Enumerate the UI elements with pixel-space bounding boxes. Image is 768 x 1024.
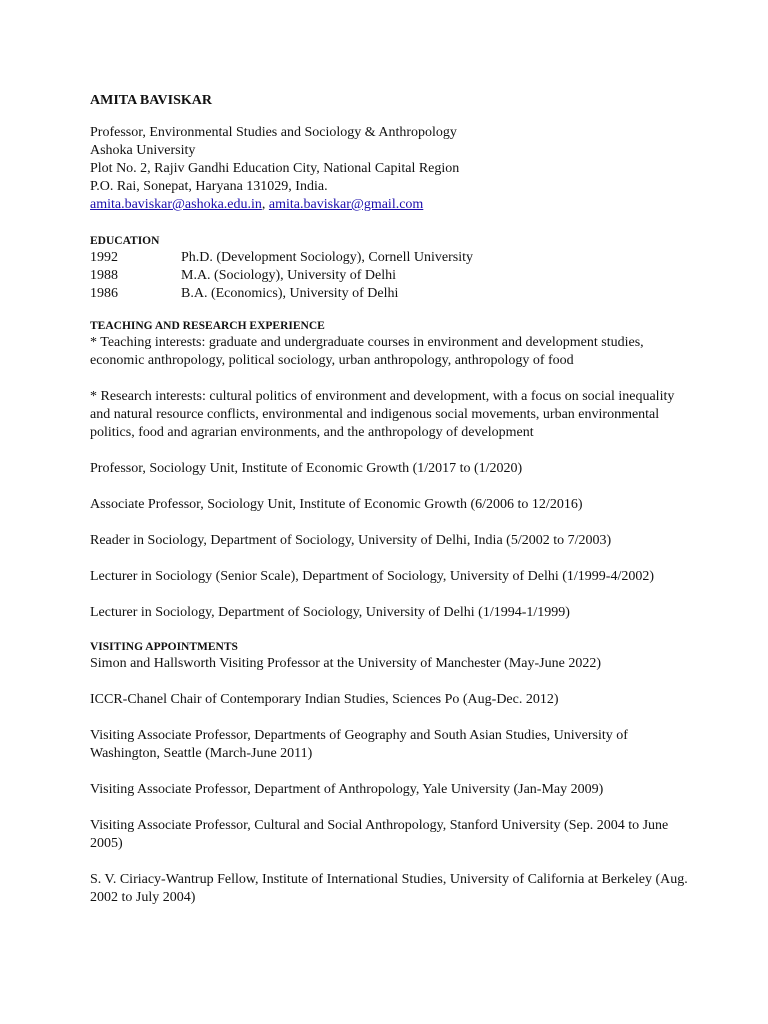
- visiting-item: Visiting Associate Professor, Cultural and Social Anthropology, Stanford University (Sep. 2004 to June 2005): [90, 818, 669, 851]
- title-line: Professor, Environmental Studies and Sociology & Anthropology: [90, 125, 457, 140]
- address-line-1: Plot No. 2, Rajiv Gandhi Education City, National Capital Region: [90, 161, 460, 176]
- position-item: Professor, Sociology Unit, Institute of Economic Growth (1/2017 to (1/2020): [90, 461, 523, 476]
- education-row: [90, 249, 690, 267]
- email-link-gmail[interactable]: amita.baviskar@gmail.com: [268, 197, 424, 212]
- education-degree: Ph.D. (Development Sociology), Cornell University: [181, 250, 474, 265]
- education-row: [90, 267, 690, 285]
- institution-line: Ashoka University: [90, 143, 196, 158]
- position-item: Reader in Sociology, Department of Sociology, University of Delhi, India (5/2002 to 7/2003): [90, 533, 612, 548]
- visiting-item: Visiting Associate Professor, Departments of Geography and South Asian Studies, University of Washington, Seattle (March-June 2011): [90, 728, 628, 761]
- address-line-2: P.O. Rai, Sonepat, Haryana 131029, India.: [90, 179, 328, 194]
- teaching-heading: TEACHING AND RESEARCH EXPERIENCE: [90, 320, 325, 332]
- education-year: 1988: [90, 268, 118, 283]
- education-degree: M.A. (Sociology), University of Delhi: [181, 268, 397, 283]
- education-heading: EDUCATION: [90, 235, 160, 247]
- cv-page: [90, 92, 690, 907]
- visiting-item: Visiting Associate Professor, Department of Anthropology, Yale University (Jan-May 2009): [90, 782, 604, 797]
- position-item: Associate Professor, Sociology Unit, Institute of Economic Growth (6/2006 to 12/2016): [90, 497, 583, 512]
- education-list: [90, 249, 690, 303]
- visiting-item: ICCR-Chanel Chair of Contemporary Indian Studies, Sciences Po (Aug-Dec. 2012): [90, 692, 559, 707]
- visiting-item: Simon and Hallsworth Visiting Professor at the University of Manchester (May-June 2022): [90, 656, 601, 671]
- teaching-interests: * Teaching interests: graduate and undergraduate courses in environment and development studies, economic anthropology, political sociology, urban anthropology, anthropology of food: [90, 335, 644, 368]
- education-year: 1992: [90, 250, 118, 265]
- cv-name: AMITA BAVISKAR: [90, 93, 213, 108]
- email-link-ashoka[interactable]: amita.baviskar@ashoka.edu.in: [90, 197, 262, 212]
- position-item: Lecturer in Sociology, Department of Sociology, University of Delhi (1/1994-1/1999): [90, 605, 570, 620]
- education-year: 1986: [90, 286, 118, 301]
- contact-block: [90, 124, 690, 214]
- research-interests: * Research interests: cultural politics of environment and development, with a focus on social inequality and natural resource conflicts, environmental and indigenous social movements, urban environmental politics, food and agrarian environments, and the anthropology of development: [90, 389, 675, 440]
- email-separator: ,: [261, 197, 269, 212]
- position-item: Lecturer in Sociology (Senior Scale), Department of Sociology, University of Delhi (1/1999-4/2002): [90, 569, 655, 584]
- visiting-heading: VISITING APPOINTMENTS: [90, 641, 238, 653]
- education-row: [90, 285, 690, 303]
- education-degree: B.A. (Economics), University of Delhi: [181, 286, 399, 301]
- visiting-item: S. V. Ciriacy-Wantrup Fellow, Institute of International Studies, University of California at Berkeley (Aug. 2002 to July 2004): [90, 872, 688, 905]
- email-line: [90, 196, 690, 214]
